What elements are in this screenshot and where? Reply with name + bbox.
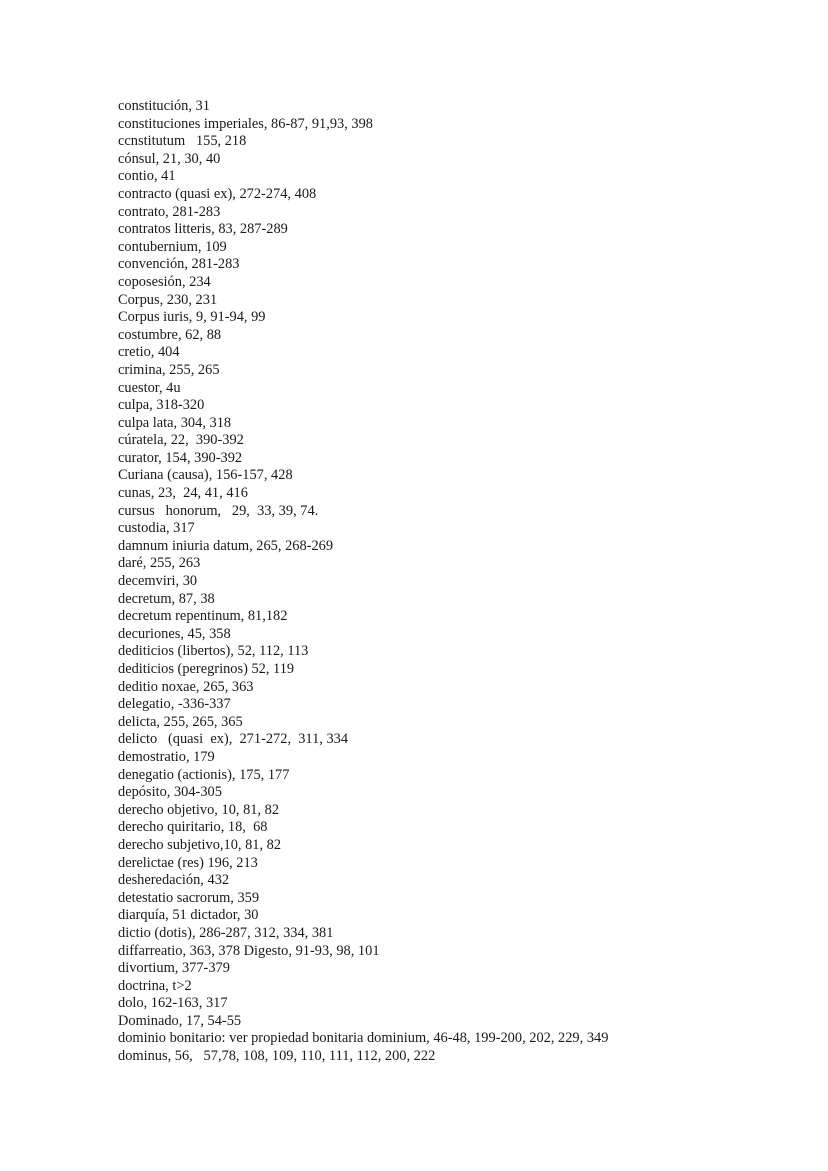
index-entry: derecho objetivo, 10, 81, 82 — [118, 801, 280, 818]
index-entry: constitución, 31 — [118, 98, 210, 114]
index-entry: cúratela, 22, 390-392 — [118, 432, 244, 449]
index-entry: cretio, 404 — [118, 344, 180, 361]
index-entry: crimina, 255, 265 — [118, 361, 220, 378]
index-entry: diffarreatio, 363, 378 Digesto, 91-93, 98, 101 — [118, 942, 380, 959]
index-entry: desheredación, 432 — [118, 872, 230, 889]
index-entry: culpa lata, 304, 318 — [118, 414, 232, 431]
index-entry: derelictae (res) 196, 213 — [118, 854, 258, 871]
index-entry: diarquía, 51 dictador, 30 — [118, 907, 259, 924]
index-entry: dolo, 162-163, 317 — [118, 995, 228, 1012]
index-entry: contracto (quasi ex), 272-274, 408 — [118, 185, 317, 202]
index-entry: detestatio sacrorum, 359 — [118, 889, 260, 906]
index-entry: delegatio, -336-337 — [118, 696, 231, 713]
index-entry: damnum iniuria datum, 265, 268-269 — [118, 537, 334, 554]
index-entry: dictio (dotis), 286-287, 312, 334, 381 — [118, 924, 334, 941]
index-entry: deditio noxae, 265, 363 — [118, 678, 254, 695]
index-entry-list — [118, 98, 798, 1066]
index-entry: decretum, 87, 38 — [118, 590, 215, 607]
index-entry: cursus honorum, 29, 33, 39, 74. — [118, 502, 319, 519]
index-entry: decemviri, 30 — [118, 573, 198, 590]
index-entry: dominio bonitario: ver propiedad bonitaria dominium, 46-48, 199-200, 202, 229, 349 — [118, 1030, 609, 1047]
index-entry: demostratio, 179 — [118, 748, 215, 765]
index-entry: ccnstitutum 155, 218 — [118, 133, 247, 150]
index-entry: cunas, 23, 24, 41, 416 — [118, 485, 248, 502]
index-entry: delicto (quasi ex), 271-272, 311, 334 — [118, 731, 349, 748]
index-entry: cónsul, 21, 30, 40 — [118, 150, 221, 167]
index-entry: Curiana (causa), 156-157, 428 — [118, 467, 293, 484]
index-entry: contrato, 281-283 — [118, 203, 221, 220]
index-entry: derecho subjetivo,10, 81, 82 — [118, 836, 282, 853]
index-entry: costumbre, 62, 88 — [118, 326, 222, 343]
index-entry: Dominado, 17, 54-55 — [118, 1012, 242, 1029]
index-entry: constituciones imperiales, 86-87, 91,93, 398 — [118, 115, 373, 132]
index-entry: contratos litteris, 83, 287-289 — [118, 221, 288, 238]
index-entry: doctrina, t>2 — [118, 977, 192, 994]
index-entry: culpa, 318-320 — [118, 397, 205, 414]
index-entry: curator, 154, 390-392 — [118, 449, 243, 466]
index-entry: dediticios (libertos), 52, 112, 113 — [118, 643, 309, 660]
index-entry: denegatio (actionis), 175, 177 — [118, 766, 290, 783]
index-entry: decretum repentinum, 81,182 — [118, 608, 288, 625]
index-entry: daré, 255, 263 — [118, 555, 201, 572]
index-entry: Corpus iuris, 9, 91-94, 99 — [118, 309, 266, 326]
index-entry: contubernium, 109 — [118, 238, 227, 255]
index-entry: contio, 41 — [118, 168, 176, 185]
index-entry: dominus, 56, 57,78, 108, 109, 110, 111, 112, 200, 222 — [118, 1048, 436, 1065]
index-entry: coposesión, 234 — [118, 273, 211, 290]
index-entry: dediticios (peregrinos) 52, 119 — [118, 661, 295, 677]
index-entry: Corpus, 230, 231 — [118, 291, 218, 308]
index-entry: divortium, 377-379 — [118, 960, 230, 977]
index-entry: decuriones, 45, 358 — [118, 625, 231, 642]
index-entry: cuestor, 4u — [118, 379, 181, 396]
index-entry: derecho quiritario, 18, 68 — [118, 819, 268, 836]
index-entry: custodia, 317 — [118, 520, 195, 537]
index-entry: delicta, 255, 265, 365 — [118, 713, 243, 730]
index-entry: convención, 281-283 — [118, 256, 240, 273]
index-entry: depósito, 304-305 — [118, 784, 222, 801]
